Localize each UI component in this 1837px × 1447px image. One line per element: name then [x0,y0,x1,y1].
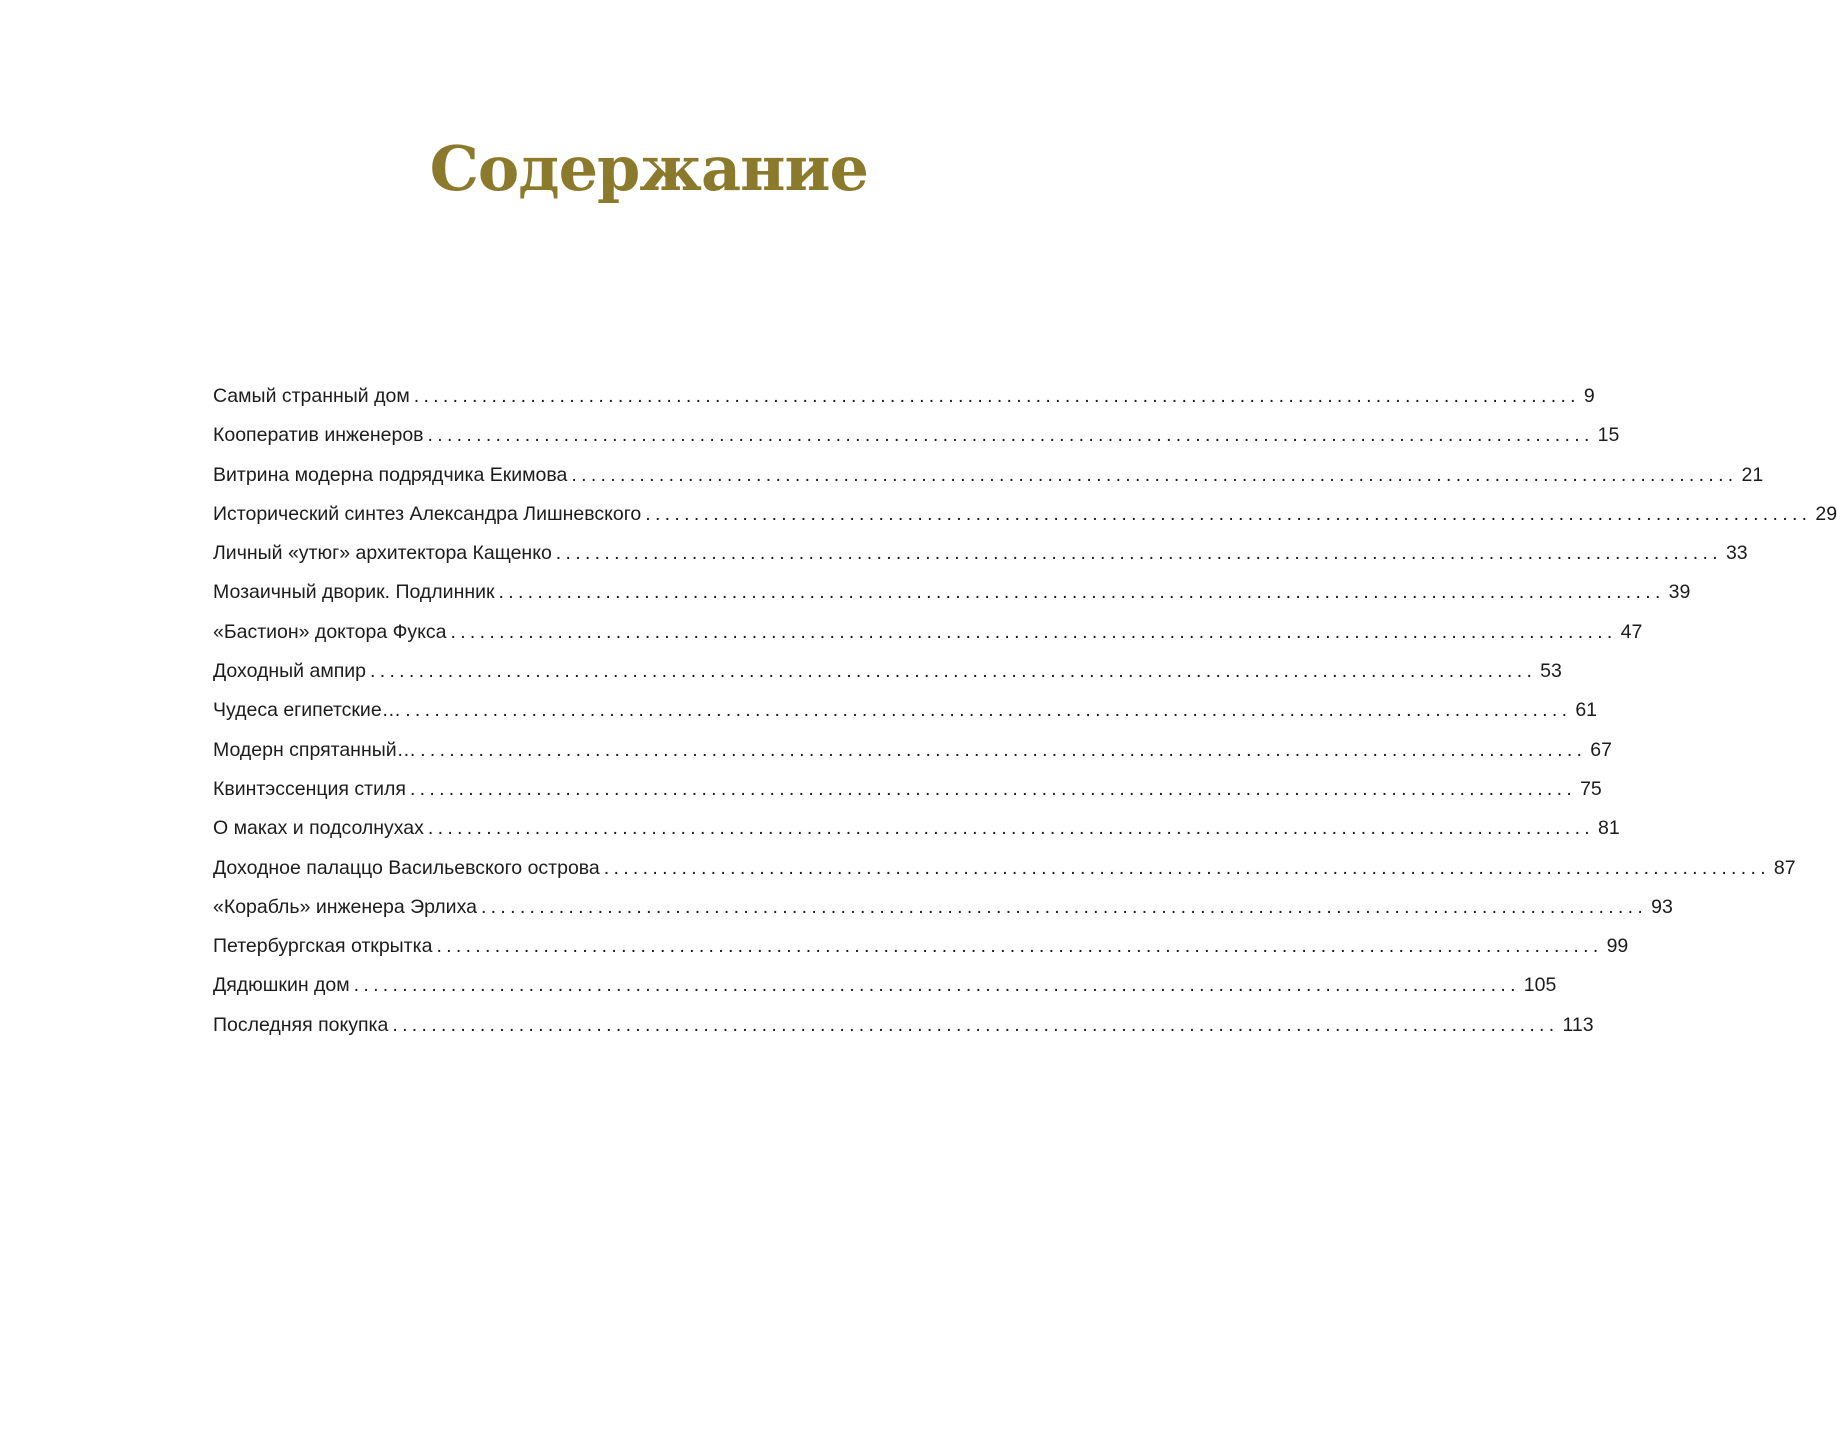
toc-entry [213,660,1562,699]
page-title: Содержание [429,132,868,205]
toc-entry [213,856,1796,896]
toc-entry-title: Исторический синтез Александра Лишневского [213,502,642,525]
toc-entry-title: Дядюшкин дом [213,974,350,997]
toc-page-number: 113 [1562,1013,1594,1036]
toc-dot-leader: ........................................................................................................................ [420,738,1587,761]
toc-entry-title: Доходный ампир [213,660,367,683]
toc-dot-leader: ........................................................................................................................ [436,935,1603,958]
toc-entry-title: «Бастион» доктора Фукса [213,620,447,643]
toc-entry-title: Доходное палаццо Васильевского острова [213,856,600,879]
toc-entry [213,1013,1594,1053]
toc-dot-leader: ........................................................................................................................ [555,542,1722,565]
toc-page-number: 87 [1773,856,1796,879]
toc-dot-leader: ........................................................................................................................ [409,777,1577,800]
toc-entry [213,777,1602,817]
toc-entry [213,424,1620,463]
toc-entry-title: Самый странный дом [213,385,410,407]
toc-entry-title: Чудеса египетские… [213,699,402,722]
toc-page-number: 93 [1651,895,1673,918]
toc-entry-title: Кооператив инженеров [213,424,424,447]
toc-dot-leader: ........................................................................................................................ [450,620,1617,643]
toc-dot-leader: ........................................................................................................................ [603,856,1770,879]
toc-entry [213,817,1620,856]
toc-entry [213,895,1673,935]
toc-entry-title: Квинтэссенция стиля [213,777,406,800]
toc-entry-title: Мозаичный дворик. Подлинник [213,581,495,604]
toc-page-number: 39 [1668,581,1691,604]
toc-dot-leader: ........................................................................................................................ [498,581,1665,604]
toc-entry [213,935,1629,974]
toc-entry [213,502,1837,542]
toc-entry-title: Последняя покупка [213,1013,389,1036]
toc-entry-title: О маках и подсолнухах [213,817,424,840]
toc-page-number: 33 [1725,542,1748,565]
toc-entry [213,385,1595,424]
toc-page-number: 67 [1590,738,1612,761]
toc-page-number: 53 [1540,660,1562,683]
toc-entry-title: Личный «утюг» архитектора Кащенко [213,542,552,565]
toc-entry [213,463,1764,503]
toc-page-number: 47 [1620,620,1643,643]
toc-dot-leader: ........................................................................................................................ [413,385,1580,407]
toc-dot-leader: ........................................................................................................................ [353,974,1520,997]
toc-page-number: 9 [1583,385,1595,407]
toc-dot-leader: ........................................................................................................................ [645,502,1812,525]
toc-page-number: 61 [1575,699,1598,722]
toc-page-number: 15 [1597,424,1620,447]
table-of-contents [213,385,1837,1053]
toc-dot-leader: ........................................................................................................................ [405,699,1572,722]
toc-dot-leader: ........................................................................................................................ [370,660,1537,683]
toc-page-number: 105 [1523,974,1557,997]
toc-entry [213,699,1598,738]
toc-entry [213,542,1748,581]
toc-dot-leader: ........................................................................................................................ [392,1013,1559,1036]
toc-page-number: 21 [1741,463,1764,486]
toc-entry-title: Модерн спрятанный… [213,738,417,761]
toc-page-number: 29 [1815,502,1837,525]
toc-entry-title: «Корабль» инженера Эрлиха [213,895,477,918]
toc-entry [213,581,1691,620]
toc-page-number: 81 [1598,817,1620,840]
toc-page-number: 75 [1580,777,1602,800]
toc-dot-leader: ........................................................................................................................ [571,463,1738,486]
toc-dot-leader: ........................................................................................................................ [427,424,1594,447]
toc-dot-leader: ........................................................................................................................ [427,817,1595,840]
toc-page-number: 99 [1606,935,1629,958]
toc-dot-leader: ........................................................................................................................ [480,895,1648,918]
toc-entry-title: Петербургская открытка [213,935,433,958]
toc-entry [213,738,1612,778]
toc-entry [213,974,1557,1013]
toc-entry [213,620,1643,660]
toc-entry-title: Витрина модерна подрядчика Екимова [213,463,568,486]
